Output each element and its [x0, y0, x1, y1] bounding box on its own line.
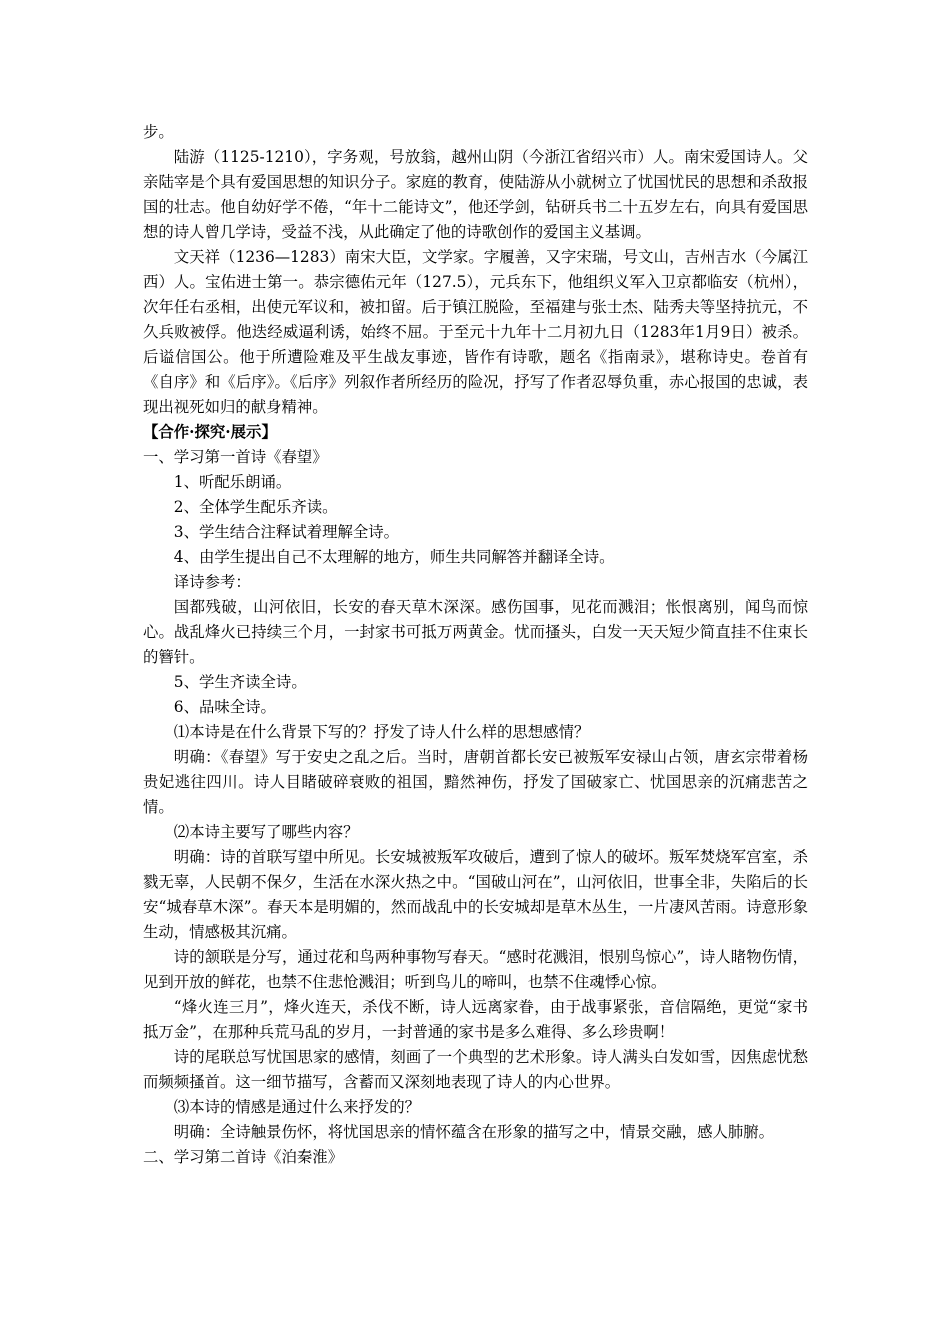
section-heading-poem-one: 一、学习第一首诗《春望》: [143, 448, 328, 466]
paragraph-lu-you-bio: 陆游（1125-1210），字务观，号放翁，越州山阴（今浙江省绍兴市）人。南宋爱国诗人。父亲陆宰是个具有爱国思想的知识分子。家庭的教育，使陆游从小就树立了忧国忧民的思想和杀敌报国的壮志。他自幼好学不倦，“年十二能诗文”，他还学剑，钻研兵书二十五岁左右，向具有爱国思想的诗人曾几学诗，受益不浅，从此确定了他的诗歌创作的爱国主义基调。: [143, 148, 808, 241]
translation-label: 译诗参考：: [173, 573, 251, 591]
translation-text: 国都残破，山河依旧，长安的春天草木深深。感伤国事，见花而溅泪；怅恨离别，闻鸟而惊心。战乱烽火已持续三个月，一封家书可抵万两黄金。忧而搔头，白发一天天短少简直挂不住束长的簪针。: [143, 598, 808, 666]
step-item: 2、全体学生配乐齐读。: [173, 498, 338, 516]
question-item: ⑵本诗主要写了哪些内容？: [173, 823, 359, 841]
section-heading-cooperate: 【合作·探究·展示】: [143, 423, 277, 441]
section-heading-poem-two: 二、学习第二首诗《泊秦淮》: [143, 1148, 344, 1166]
step-item: 1、听配乐朗诵。: [173, 473, 292, 491]
step-item: 5、学生齐读全诗。: [173, 673, 307, 691]
step-item: 6、品味全诗。: [173, 698, 276, 716]
answer-text: 明确：全诗触景伤怀，将忧国思亲的情怀蕴含在形象的描写之中，情景交融，感人肺腑。: [173, 1123, 775, 1141]
step-item: 4、由学生提出自己不太理解的地方，师生共同解答并翻译全诗。: [173, 548, 615, 566]
paragraph-wen-tianxiang-bio: 文天祥（1236—1283）南宋大臣，文学家。字履善，又字宋瑞，号文山，吉州吉水（今属江西）人。宝佑进士第一。恭宗德佑元年（127.5），元兵东下，他组织义军入卫京都临安（杭州），次年任右丞相，出使元军议和，被扣留。后于镇江脱险，至福建与张士杰、陆秀夫等坚持抗元，不久兵败被俘。他迭经威逼利诱，始终不屈。于至元十九年十二月初九日（1283年1月9日）被杀。后谥信国公。他于所遭险难及平生战友事迹，皆作有诗歌，题名《指南录》，堪称诗史。卷首有《自序》和《后序》。《后序》列叙作者所经历的险况，抒写了作者忍辱负重，赤心报国的忠诚，表现出视死如归的献身精神。: [143, 248, 808, 416]
step-item: 3、学生结合注释试着理解全诗。: [173, 523, 400, 541]
document-page: [143, 120, 808, 1170]
answer-text: 诗的颔联是分写，通过花和鸟两种事物写春天。“感时花溅泪，恨别鸟惊心”，诗人睹物伤情，见到开放的鲜花，也禁不住悲怆溅泪；听到鸟儿的啼叫，也禁不住魂悸心惊。: [143, 948, 808, 991]
question-item: ⑶本诗的情感是通过什么来抒发的？: [173, 1098, 421, 1116]
answer-text: “烽火连三月”，烽火连天，杀伐不断，诗人远离家眷，由于战事紧张，音信隔绝，更觉“家书抵万金”，在那种兵荒马乱的岁月，一封普通的家书是多么难得、多么珍贵啊！: [143, 998, 808, 1041]
answer-text: 明确：《春望》写于安史之乱之后。当时，唐朝首都长安已被叛军安禄山占领，唐玄宗带着杨贵妃逃往四川。诗人目睹破碎衰败的祖国，黯然神伤，抒发了国破家亡、忧国思亲的沉痛悲苦之情。: [143, 748, 808, 816]
answer-text: 明确：诗的首联写望中所见。长安城被叛军攻破后，遭到了惊人的破坏。叛军焚烧军宫室，杀戮无辜，人民朝不保夕，生活在水深火热之中。“国破山河在”，山河依旧，世事全非，失陷后的长安“城春草木深”。春天本是明媚的，然而战乱中的长安城却是草木丛生，一片凄风苦雨。诗意形象生动，情感极其沉痛。: [143, 848, 808, 941]
paragraph-continuation: 步。: [143, 123, 174, 141]
answer-text: 诗的尾联总写忧国思家的感情，刻画了一个典型的艺术形象。诗人满头白发如雪，因焦虑忧愁而频频搔首。这一细节描写，含蓄而又深刻地表现了诗人的内心世界。: [143, 1048, 808, 1091]
question-item: ⑴本诗是在什么背景下写的？抒发了诗人什么样的思想感情？: [173, 723, 590, 741]
